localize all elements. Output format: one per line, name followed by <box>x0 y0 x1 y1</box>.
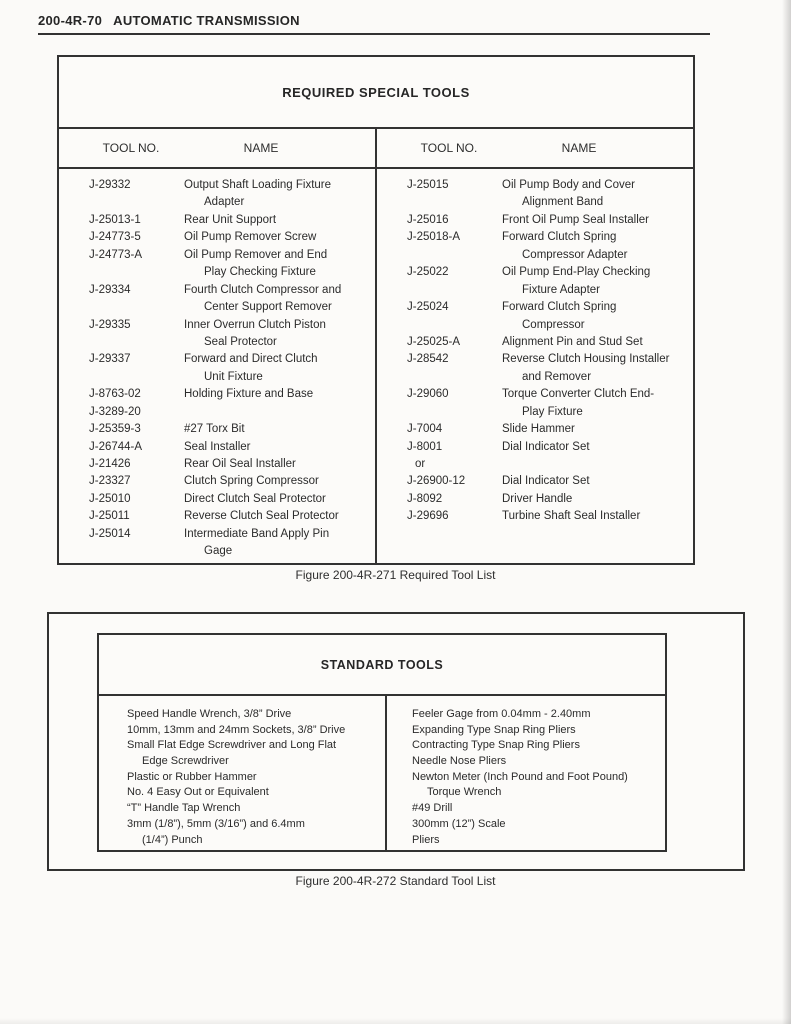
name-header: NAME <box>243 141 279 155</box>
tool-name: Output Shaft Loading Fixture <box>184 179 332 191</box>
tool-name: Clutch Spring Compressor <box>184 475 319 488</box>
tool-number <box>59 194 184 211</box>
standard-tool-text: 300mm (12”) Scale <box>412 817 506 830</box>
standard-tool-item <box>127 801 385 817</box>
tool-name: Play Checking Fixture <box>204 266 316 279</box>
tool-name <box>184 404 375 421</box>
tool-name: Driver Handle <box>502 492 573 505</box>
tool-row <box>59 299 375 316</box>
tool-name: Slide Hammer <box>502 423 575 436</box>
header-rule <box>38 33 710 35</box>
tool-row <box>377 386 693 403</box>
tool-row <box>377 247 693 264</box>
standard-tool-text: Torque Wrench <box>427 786 502 799</box>
tool-number: J-28542 <box>407 353 449 366</box>
required-tools-left-column <box>59 129 377 563</box>
standard-tool-item <box>412 817 665 833</box>
standard-tools-left-list <box>99 696 387 850</box>
tool-row <box>377 421 693 438</box>
tool-name: Compressor <box>522 318 585 331</box>
tool-number <box>59 299 184 316</box>
tool-number: J-8092 <box>407 492 443 505</box>
tool-name: Center Support Remover <box>204 301 332 314</box>
standard-tool-text: (1/4”) Punch <box>142 833 203 846</box>
section-title: AUTOMATIC TRANSMISSION <box>113 13 300 28</box>
standard-tool-item <box>127 833 385 849</box>
tool-number <box>59 543 184 560</box>
tool-name: Direct Clutch Seal Protector <box>184 492 326 505</box>
standard-tool-item <box>412 801 665 817</box>
standard-tool-item <box>412 723 665 739</box>
standard-tool-text: Speed Handle Wrench, 3/8” Drive <box>127 708 292 720</box>
tool-number <box>59 369 184 386</box>
tool-number <box>377 317 502 334</box>
tool-name: Dial Indicator Set <box>502 475 590 488</box>
tool-number <box>59 334 184 351</box>
tool-name: Rear Unit Support <box>184 213 277 226</box>
standard-tool-text: Expanding Type Snap Ring Pliers <box>412 723 576 736</box>
standard-tool-text: Pliers <box>412 833 440 846</box>
tool-row <box>377 229 693 246</box>
tool-name: Fixture Adapter <box>522 283 600 296</box>
tool-name: and Remover <box>522 370 592 383</box>
tool-name: #27 Torx Bit <box>184 423 245 436</box>
standard-tool-item <box>127 770 385 786</box>
column-header-row <box>377 129 693 169</box>
tool-row <box>59 229 375 246</box>
standard-tool-text: “T” Handle Tap Wrench <box>127 802 241 815</box>
tool-row <box>59 369 375 386</box>
tool-number: J-25011 <box>89 510 130 523</box>
tool-row <box>59 247 375 264</box>
tool-number: J-21426 <box>89 458 131 470</box>
tool-row <box>59 473 375 490</box>
standard-tool-text: Needle Nose Pliers <box>412 755 507 768</box>
tool-row <box>59 439 375 456</box>
tool-number: J-25025-A <box>407 335 461 348</box>
tool-name: Forward Clutch Spring <box>502 301 617 314</box>
standard-tool-item <box>127 738 385 754</box>
tool-row <box>59 212 375 229</box>
tool-number: J-29335 <box>89 318 131 331</box>
tool-name: Compressor Adapter <box>522 248 628 261</box>
tool-name: Play Fixture <box>522 405 583 418</box>
tool-number: J-26744-A <box>89 440 143 453</box>
required-tools-right-list <box>377 169 693 526</box>
tool-row <box>377 264 693 281</box>
tool-number: J-7004 <box>407 423 443 436</box>
tool-row <box>59 526 375 543</box>
standard-tool-item <box>127 785 385 801</box>
tool-number: J-25013-1 <box>89 213 141 226</box>
tool-name: Reverse Clutch Housing Installer <box>502 353 670 366</box>
name-header: NAME <box>561 141 597 155</box>
tool-name: Rear Oil Seal Installer <box>184 458 296 470</box>
tool-name: Oil Pump Remover and End <box>184 248 328 261</box>
tool-name: Torque Converter Clutch End- <box>502 388 655 401</box>
tool-row <box>377 194 693 211</box>
tool-name: Reverse Clutch Seal Protector <box>184 510 339 523</box>
tool-number <box>377 194 502 211</box>
tool-name: Oil Pump Body and Cover <box>502 179 635 191</box>
tool-row <box>377 369 693 386</box>
tool-number <box>377 247 502 264</box>
tool-name: Alignment Pin and Stud Set <box>502 335 643 348</box>
standard-tool-item <box>412 833 665 849</box>
tool-row <box>377 491 693 508</box>
standard-tools-columns <box>99 696 665 850</box>
tool-row <box>377 439 693 456</box>
standard-tool-item <box>127 723 385 739</box>
standard-tool-text: Small Flat Edge Screwdriver and Long Flat <box>127 739 337 752</box>
required-special-tools-table <box>57 55 695 565</box>
required-tools-caption: Figure 200-4R-271 Required Tool List <box>295 568 496 582</box>
tool-number: J-25359-3 <box>89 423 141 436</box>
tool-name: Holding Fixture and Base <box>184 388 314 401</box>
tool-number: J-29696 <box>407 510 449 523</box>
tool-name: Alignment Band <box>522 196 604 209</box>
tool-number: J-26900-12 <box>407 475 466 488</box>
tool-row <box>59 386 375 403</box>
tool-row <box>377 456 693 473</box>
tool-name: Seal Installer <box>184 440 251 453</box>
tool-row <box>377 299 693 316</box>
tool-number: J-24773-A <box>89 248 143 261</box>
required-tools-left-list <box>59 169 375 561</box>
tool-no-header: TOOL NO. <box>420 141 478 155</box>
standard-tools-caption: Figure 200-4R-272 Standard Tool List <box>295 874 496 888</box>
tool-name: Forward and Direct Clutch <box>184 353 318 366</box>
tool-row <box>377 212 693 229</box>
tool-name: Inner Overrun Clutch Piston <box>184 318 326 331</box>
page-header <box>38 13 300 28</box>
tool-name: Oil Pump End-Play Checking <box>502 266 651 279</box>
tool-number: J-25022 <box>407 266 449 279</box>
tool-name: Turbine Shaft Seal Installer <box>502 510 641 523</box>
standard-tool-item <box>412 770 665 786</box>
standard-tools-title: STANDARD TOOLS <box>99 635 665 696</box>
tool-name <box>510 456 693 473</box>
section-number: 200-4R-70 <box>38 13 103 28</box>
required-tools-columns <box>59 129 693 563</box>
tool-row <box>377 317 693 334</box>
required-tools-title: REQUIRED SPECIAL TOOLS <box>59 57 693 129</box>
standard-tool-text: No. 4 Easy Out or Equivalent <box>127 786 269 799</box>
tool-name: Fourth Clutch Compressor and <box>184 283 342 296</box>
standard-tool-item <box>412 785 665 801</box>
tool-number: or <box>415 458 426 470</box>
tool-row <box>59 282 375 299</box>
tool-number: J-29337 <box>89 353 131 366</box>
tool-name: Adapter <box>204 196 245 209</box>
standard-tools-outer-box <box>47 612 745 871</box>
tool-row <box>59 264 375 281</box>
tool-number: J-29332 <box>89 179 131 191</box>
tool-number <box>377 282 502 299</box>
tool-row <box>59 404 375 421</box>
tool-number: J-8001 <box>407 440 443 453</box>
standard-tool-item <box>127 707 385 723</box>
tool-number: J-29334 <box>89 283 131 296</box>
tool-number <box>377 404 502 421</box>
tool-name: Unit Fixture <box>204 370 263 383</box>
tool-number: J-25010 <box>89 492 131 505</box>
tool-number: J-3289-20 <box>89 405 141 418</box>
tool-row <box>59 543 375 560</box>
tool-no-header: TOOL NO. <box>102 141 160 155</box>
tool-number <box>59 264 184 281</box>
tool-number: J-25015 <box>407 179 449 191</box>
tool-number: J-25024 <box>407 301 449 314</box>
standard-tool-text: Edge Screwdriver <box>142 755 229 768</box>
tool-row <box>59 351 375 368</box>
tool-number: J-29060 <box>407 388 449 401</box>
tool-number: J-23327 <box>89 475 131 488</box>
tool-name: Oil Pump Remover Screw <box>184 231 317 244</box>
standard-tool-text: Contracting Type Snap Ring Pliers <box>412 739 580 752</box>
standard-tool-text: 10mm, 13mm and 24mm Sockets, 3/8” Drive <box>127 723 346 736</box>
tool-number: J-25018-A <box>407 231 461 244</box>
tool-row <box>377 334 693 351</box>
tool-row <box>377 508 693 525</box>
tool-name: Forward Clutch Spring <box>502 231 617 244</box>
tool-name: Front Oil Pump Seal Installer <box>502 213 650 226</box>
tool-row <box>377 473 693 490</box>
tool-number <box>377 369 502 386</box>
required-tools-right-column <box>377 129 693 563</box>
tool-row <box>59 508 375 525</box>
tool-row <box>59 491 375 508</box>
tool-number: J-25016 <box>407 213 449 226</box>
tool-row <box>377 282 693 299</box>
standard-tool-text: Plastic or Rubber Hammer <box>127 770 257 783</box>
tool-name: Dial Indicator Set <box>502 440 590 453</box>
tool-row <box>59 334 375 351</box>
tool-row <box>377 351 693 368</box>
standard-tool-item <box>127 754 385 770</box>
standard-tool-item <box>412 738 665 754</box>
standard-tool-text: Feeler Gage from 0.04mm - 2.40mm <box>412 708 591 720</box>
tool-row <box>377 404 693 421</box>
standard-tool-item <box>127 817 385 833</box>
tool-row <box>59 194 375 211</box>
tool-name: Gage <box>204 545 233 558</box>
tool-number: J-24773-5 <box>89 231 141 244</box>
standard-tool-item <box>412 754 665 770</box>
tool-name: Intermediate Band Apply Pin <box>184 527 330 540</box>
column-header-row <box>59 129 375 169</box>
tool-number: J-8763-02 <box>89 388 141 401</box>
standard-tools-right-list <box>387 696 665 850</box>
tool-row <box>59 456 375 473</box>
standard-tool-text: 3mm (1/8”), 5mm (3/16”) and 6.4mm <box>127 817 305 830</box>
standard-tool-item <box>412 707 665 723</box>
standard-tools-table <box>97 633 667 852</box>
tool-row <box>377 177 693 194</box>
standard-tool-text: #49 Drill <box>412 802 453 815</box>
tool-number: J-25014 <box>89 527 131 540</box>
tool-row <box>59 421 375 438</box>
tool-row <box>59 177 375 194</box>
tool-row <box>59 317 375 334</box>
standard-tool-text: Newton Meter (Inch Pound and Foot Pound) <box>412 770 628 783</box>
tool-name: Seal Protector <box>204 335 277 348</box>
